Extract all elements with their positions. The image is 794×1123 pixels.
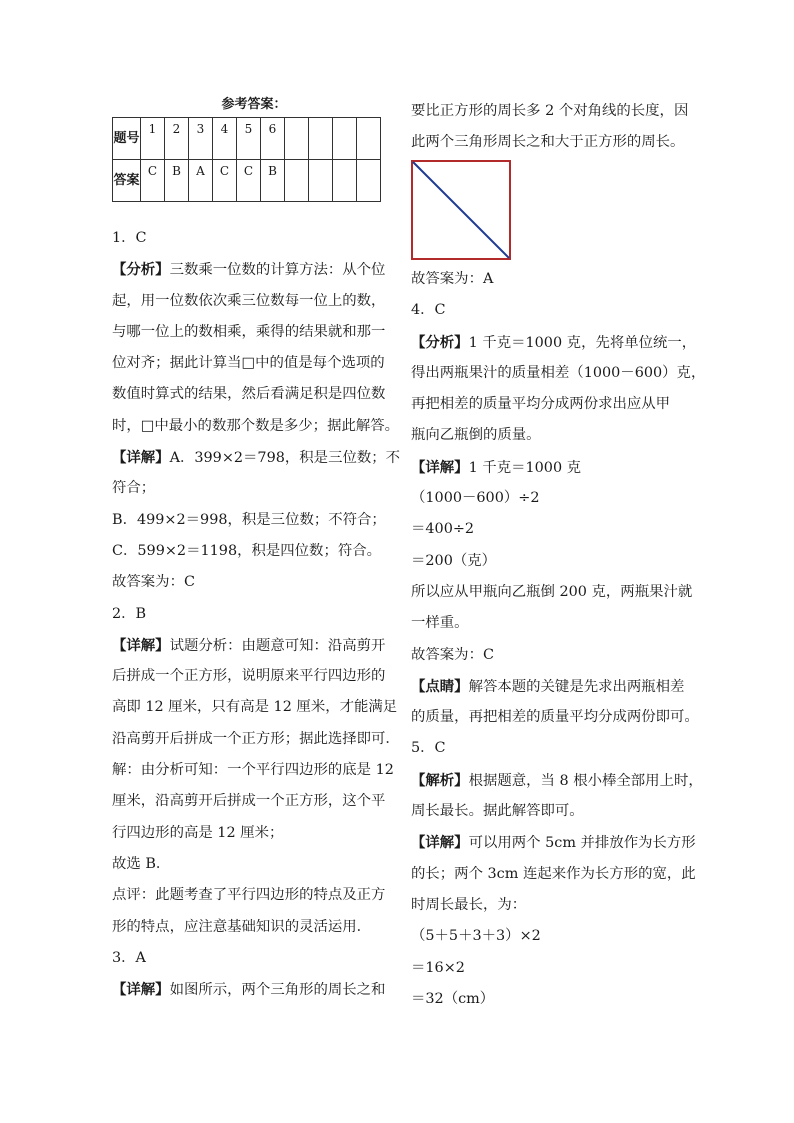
- text-line: [411, 765, 703, 796]
- answer-cell: [285, 160, 309, 202]
- text-line: [112, 379, 396, 410]
- question-number-cell: 1: [141, 118, 165, 160]
- line-text: 3．A: [112, 949, 146, 966]
- answer-cell: B: [261, 160, 285, 202]
- text-line: [411, 295, 696, 326]
- line-text: 沿高剪开后拼成一个正方形；据此选择即可．: [112, 730, 400, 747]
- text-line: [411, 733, 696, 764]
- line-text: 三数乘一位数的计算方法：从个位: [169, 262, 386, 279]
- line-text: B．499×2＝998，积是三位数；不符合；: [112, 511, 386, 528]
- line-text: 与哪一位上的数相乘，乘得的结果就和那一: [112, 323, 386, 340]
- line-text: 高即 12 厘米，只有高是 12 厘米，才能满足: [112, 699, 398, 716]
- answer-cell: C: [141, 160, 165, 202]
- text-line: [112, 755, 396, 786]
- question-number-cell: [357, 118, 381, 160]
- text-line: [411, 96, 696, 127]
- line-text: 要比正方形的周长多 2 个对角线的长度，因: [411, 103, 689, 119]
- text-line: [112, 442, 401, 473]
- right-text-block: [411, 264, 706, 1015]
- section-tag: 【分析】: [411, 333, 469, 351]
- text-line: [411, 127, 696, 158]
- text-line: [411, 796, 696, 827]
- text-line: [112, 912, 396, 943]
- answer-cell: C: [237, 160, 261, 202]
- question-number-cell: [333, 118, 357, 160]
- line-text: 如图所示，两个三角形的周长之和: [169, 982, 386, 999]
- line-text: 厘米，沿高剪开后拼成一个正方形，这个平: [112, 793, 386, 810]
- line-text: 所以应从甲瓶向乙瓶倒 200 克，两瓶果汁就: [411, 583, 693, 600]
- line-text: （5＋5＋3＋3）×2: [411, 928, 541, 945]
- text-line: [112, 943, 396, 974]
- text-line: [411, 264, 696, 295]
- line-text: 可以用两个 5cm 并排放作为长方形: [468, 835, 696, 852]
- line-text: 故答案为：A: [411, 271, 494, 287]
- text-line: [411, 483, 696, 514]
- line-text: 的质量，再把相差的质量平均分成两份即可。: [411, 709, 699, 726]
- text-line: [112, 880, 396, 911]
- line-text: 后拼成一个正方形，说明原来平行四边形的: [112, 668, 386, 685]
- text-line: [411, 953, 696, 984]
- question-number-cell: 2: [165, 118, 189, 160]
- question-number-cell: [309, 118, 333, 160]
- question-number-header: 题号: [113, 118, 141, 160]
- line-text: 的长；两个 3cm 连起来作为长方形的宽，此: [411, 865, 696, 882]
- line-text: 起，用一位数依次乘三位数每一位上的数，: [112, 292, 386, 309]
- line-text: 此两个三角形周长之和大于正方形的周长。: [411, 134, 685, 151]
- text-line: [411, 984, 696, 1015]
- section-tag: 【详解】: [112, 449, 170, 467]
- text-line: [411, 827, 696, 858]
- answer-cell: A: [189, 160, 213, 202]
- text-line: [112, 849, 396, 880]
- section-tag: 【分析】: [112, 261, 170, 279]
- line-text: 一样重。: [411, 615, 469, 632]
- text-line: [411, 608, 696, 639]
- text-line: [112, 536, 396, 567]
- text-line: [411, 702, 699, 733]
- line-text: 1 千克＝1000 克: [468, 459, 582, 476]
- text-line: [112, 724, 400, 755]
- section-tag: 【点睛】: [411, 677, 469, 695]
- line-text: ＝32（cm）: [411, 990, 495, 1007]
- line-text: 再把相差的质量平均分成两份求出应从甲: [411, 396, 671, 413]
- line-text: 数值时算式的结果，然后看满足积是四位数: [112, 386, 386, 403]
- text-line: [411, 859, 696, 890]
- line-text: 形的特点，应注意基础知识的灵活运用．: [112, 918, 372, 935]
- section-tag: 【详解】: [411, 458, 469, 476]
- answer-cell: [333, 160, 357, 202]
- line-text: 1 千克＝1000 克，先将单位统一，: [468, 334, 697, 351]
- line-text: 1．C: [112, 230, 147, 246]
- line-text: 解答本题的关键是先求出两瓶相差: [468, 678, 685, 695]
- text-line: [411, 546, 696, 577]
- text-line: [411, 358, 706, 389]
- line-text: 试题分析：由题意可知：沿高剪开: [169, 637, 386, 654]
- answer-cell: [357, 160, 381, 202]
- line-text: ＝200（克）: [411, 552, 497, 569]
- text-line: [112, 630, 396, 661]
- text-line: [411, 327, 696, 358]
- square-diagonal-figure: [411, 160, 511, 260]
- text-line: [112, 974, 396, 1005]
- line-text: 2．B: [112, 605, 147, 622]
- text-line: [112, 661, 396, 692]
- line-text: C．599×2＝1198，积是四位数；符合。: [112, 542, 382, 559]
- line-text: ＝16×2: [411, 959, 465, 976]
- line-text: ＝400÷2: [411, 521, 475, 538]
- text-line: [112, 599, 396, 630]
- text-line: [112, 254, 396, 285]
- text-line: [112, 692, 396, 723]
- answer-cell: [309, 160, 333, 202]
- diagonal-line: [413, 162, 509, 258]
- line-text: 符合；: [112, 480, 156, 497]
- section-tag: 【解析】: [411, 771, 469, 789]
- right-top-text-block: [411, 96, 696, 159]
- text-line: [411, 514, 696, 545]
- answer-header: 答案: [113, 160, 141, 202]
- line-text: 行四边形的高是 12 厘米；: [112, 824, 284, 841]
- question-number-cell: 5: [237, 118, 261, 160]
- question-number-cell: 6: [261, 118, 285, 160]
- section-tag: 【详解】: [112, 981, 170, 999]
- question-number-cell: 3: [189, 118, 213, 160]
- text-line: [411, 577, 696, 608]
- line-text: 故答案为：C: [112, 574, 195, 591]
- text-line: [411, 890, 696, 921]
- line-text: （1000－600）÷2: [411, 490, 540, 507]
- text-line: [411, 640, 696, 671]
- line-text: A．399×2＝798，积是三位数；不: [169, 450, 401, 467]
- text-line: [112, 286, 396, 317]
- line-text: 时，□中最小的数那个数是多少；据此解答。: [112, 417, 400, 434]
- line-text: 5．C: [411, 740, 446, 757]
- reference-answers-title: 参考答案：: [221, 97, 287, 112]
- text-line: [112, 505, 396, 536]
- text-line: [411, 921, 696, 952]
- text-line: [112, 567, 396, 598]
- text-line: [411, 452, 696, 483]
- text-line: [411, 389, 696, 420]
- section-tag: 【详解】: [411, 834, 469, 852]
- line-text: 时周长最长，为：: [411, 896, 527, 913]
- text-line: [112, 818, 396, 849]
- text-line: [112, 786, 396, 817]
- text-line: [411, 671, 696, 702]
- line-text: 得出两瓶果汁的质量相差（1000－600）克，: [411, 364, 706, 381]
- question-number-cell: 4: [213, 118, 237, 160]
- line-text: 解：由分析可知：一个平行四边形的底是 12: [112, 762, 394, 779]
- line-text: 根据题意，当 8 根小棒全部用上时，: [468, 772, 703, 789]
- answer-table-row-numbers: [113, 118, 381, 160]
- line-text: 周长最长。据此解答即可。: [411, 803, 584, 820]
- text-line: [112, 223, 396, 254]
- line-text: 瓶向乙瓶倒的质量。: [411, 427, 541, 444]
- answer-cell: B: [165, 160, 189, 202]
- line-text: 4．C: [411, 302, 446, 319]
- line-text: 故选 B．: [112, 855, 171, 872]
- left-text-block: [112, 223, 401, 1005]
- answer-table-row-answers: [113, 160, 381, 202]
- question-number-cell: [285, 118, 309, 160]
- line-text: 位对齐；据此计算当□中的值是每个选项的: [112, 355, 385, 372]
- answer-cell: C: [213, 160, 237, 202]
- line-text: 故答案为：C: [411, 646, 494, 663]
- section-tag: 【详解】: [112, 636, 170, 654]
- line-text: 点评：此题考查了平行四边形的特点及正方: [112, 887, 386, 904]
- text-line: [112, 317, 396, 348]
- text-line: [112, 411, 400, 442]
- text-line: [411, 420, 696, 451]
- text-line: [112, 473, 396, 504]
- answer-table: [112, 117, 381, 202]
- text-line: [112, 348, 396, 379]
